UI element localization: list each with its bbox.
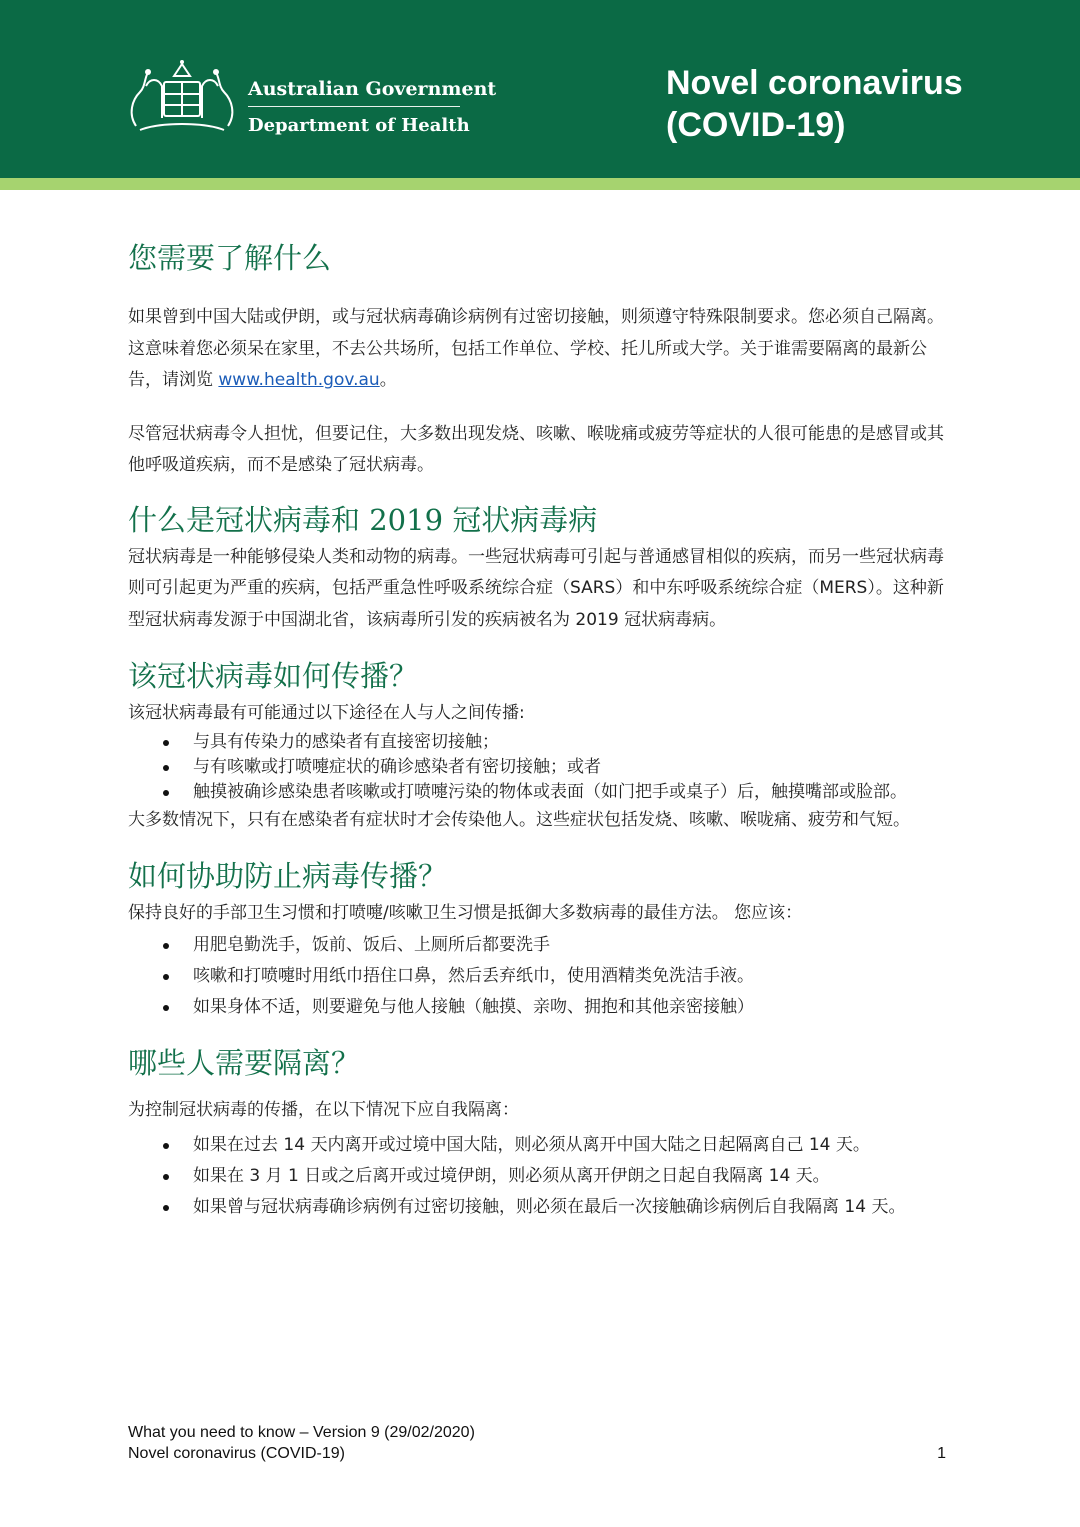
- list-item: 与具有传染力的感染者有直接密切接触；: [128, 730, 953, 755]
- paragraph: 为控制冠状病毒的传播，在以下情况下应自我隔离：: [128, 1099, 519, 1120]
- section-heading: 如何协助防止病毒传播？: [128, 859, 448, 893]
- header-banner: [0, 0, 1080, 178]
- section-who-isolate: [128, 1041, 953, 1224]
- header-accent-stripe: [0, 178, 1080, 190]
- section-intro: [128, 236, 953, 482]
- section-heading: 什么是冠状病毒和 2019 冠状病毒病: [128, 502, 598, 537]
- list-item: 如果曾与冠状病毒确诊病例有过密切接触，则必须在最后一次接触确诊病例后自我隔离 14 天。: [128, 1192, 953, 1223]
- paragraph: 冠状病毒是一种能够侵染人类和动物的病毒。一些冠状病毒可引起与普通感冒相似的疾病，而另一些冠状病毒则可引起更为严重的疾病，包括严重急性呼吸系统综合症（SARS）和中东呼吸系统综合症（MERS）。这种新型冠状病毒发源于中国湖北省，该病毒所引发的疾病被名为 2019 冠状病毒病。: [128, 546, 944, 630]
- paragraph-text: 如果曾到中国大陆或伊朗，或与冠状病毒确诊病例有过密切接触，则须遵守特殊限制要求。您必须自己隔离。这意味着您必须呆在家里，不去公共场所，包括工作单位、学校、托儿所或大学。关于谁需要隔离的最新公告，请浏览: [128, 307, 944, 390]
- paragraph: 尽管冠状病毒令人担忧，但要记住，大多数出现发烧、咳嗽、喉咙痛或疲劳等症状的人很可能患的是感冒或其他呼吸道疾病，而不是感染了冠状病毒。: [128, 423, 944, 475]
- government-name: Australian Government: [248, 78, 497, 100]
- footer-title: Novel coronavirus (COVID-19): [128, 1445, 345, 1462]
- document-title: [666, 62, 1046, 146]
- health-website-link[interactable]: www.health.gov.au: [218, 370, 380, 390]
- section-prevention: [128, 854, 953, 1023]
- document-body: [128, 236, 953, 1223]
- section-heading: 该冠状病毒如何传播？: [128, 659, 419, 693]
- coat-of-arms-icon: [126, 56, 238, 136]
- list-item: 如果在过去 14 天内离开或过境中国大陆，则必须从离开中国大陆之日起隔离自己 14 天。: [128, 1130, 953, 1161]
- page-footer: [128, 1422, 946, 1464]
- paragraph-text: 。: [379, 370, 397, 390]
- paragraph: 该冠状病毒最有可能通过以下途径在人与人之间传播:: [128, 703, 525, 723]
- list-item: 咳嗽和打喷嚏时用纸巾捂住口鼻，然后丢弃纸巾，使用酒精类免洗洁手液。: [128, 961, 953, 992]
- section-what-is-coronavirus: [128, 498, 953, 637]
- bullet-list: [128, 730, 953, 805]
- footer-version: What you need to know – Version 9 (29/02/2020): [128, 1424, 475, 1441]
- page-number: 1: [937, 1445, 946, 1462]
- list-item: 用肥皂勤洗手，饭前、饭后、上厕所后都要洗手: [128, 930, 953, 961]
- government-logo-text: [248, 76, 496, 137]
- list-item: 如果在 3 月 1 日或之后离开或过境伊朗，则必须从离开伊朗之日起自我隔离 14 天。: [128, 1161, 953, 1192]
- paragraph: 大多数情况下，只有在感染者有症状时才会传染他人。这些症状包括发烧、咳嗽、喉咙痛、疲劳和气短。: [128, 809, 910, 830]
- paragraph: [128, 302, 953, 397]
- bullet-list: [128, 1130, 953, 1223]
- section-heading: 您需要了解什么: [128, 241, 332, 275]
- title-line-1: Novel coronavirus: [666, 64, 963, 102]
- title-line-2: (COVID-19): [666, 106, 846, 144]
- list-item: 如果身体不适，则要避免与他人接触（触摸、亲吻、拥抱和其他亲密接触）: [128, 992, 953, 1023]
- paragraph: 保持良好的手部卫生习惯和打喷嚏/咳嗽卫生习惯是抵御大多数病毒的最佳方法。 您应该：: [128, 903, 803, 923]
- list-item: 触摸被确诊感染患者咳嗽或打喷嚏污染的物体或表面（如门把手或桌子）后，触摸嘴部或脸部。: [128, 780, 953, 805]
- department-name: Department of Health: [248, 115, 470, 136]
- logo-divider: [248, 106, 460, 107]
- section-heading: 哪些人需要隔离？: [128, 1045, 361, 1080]
- list-item: 与有咳嗽或打喷嚏症状的确诊感染者有密切接触；或者: [128, 755, 953, 780]
- bullet-list: [128, 930, 953, 1023]
- section-how-spread: [128, 654, 953, 836]
